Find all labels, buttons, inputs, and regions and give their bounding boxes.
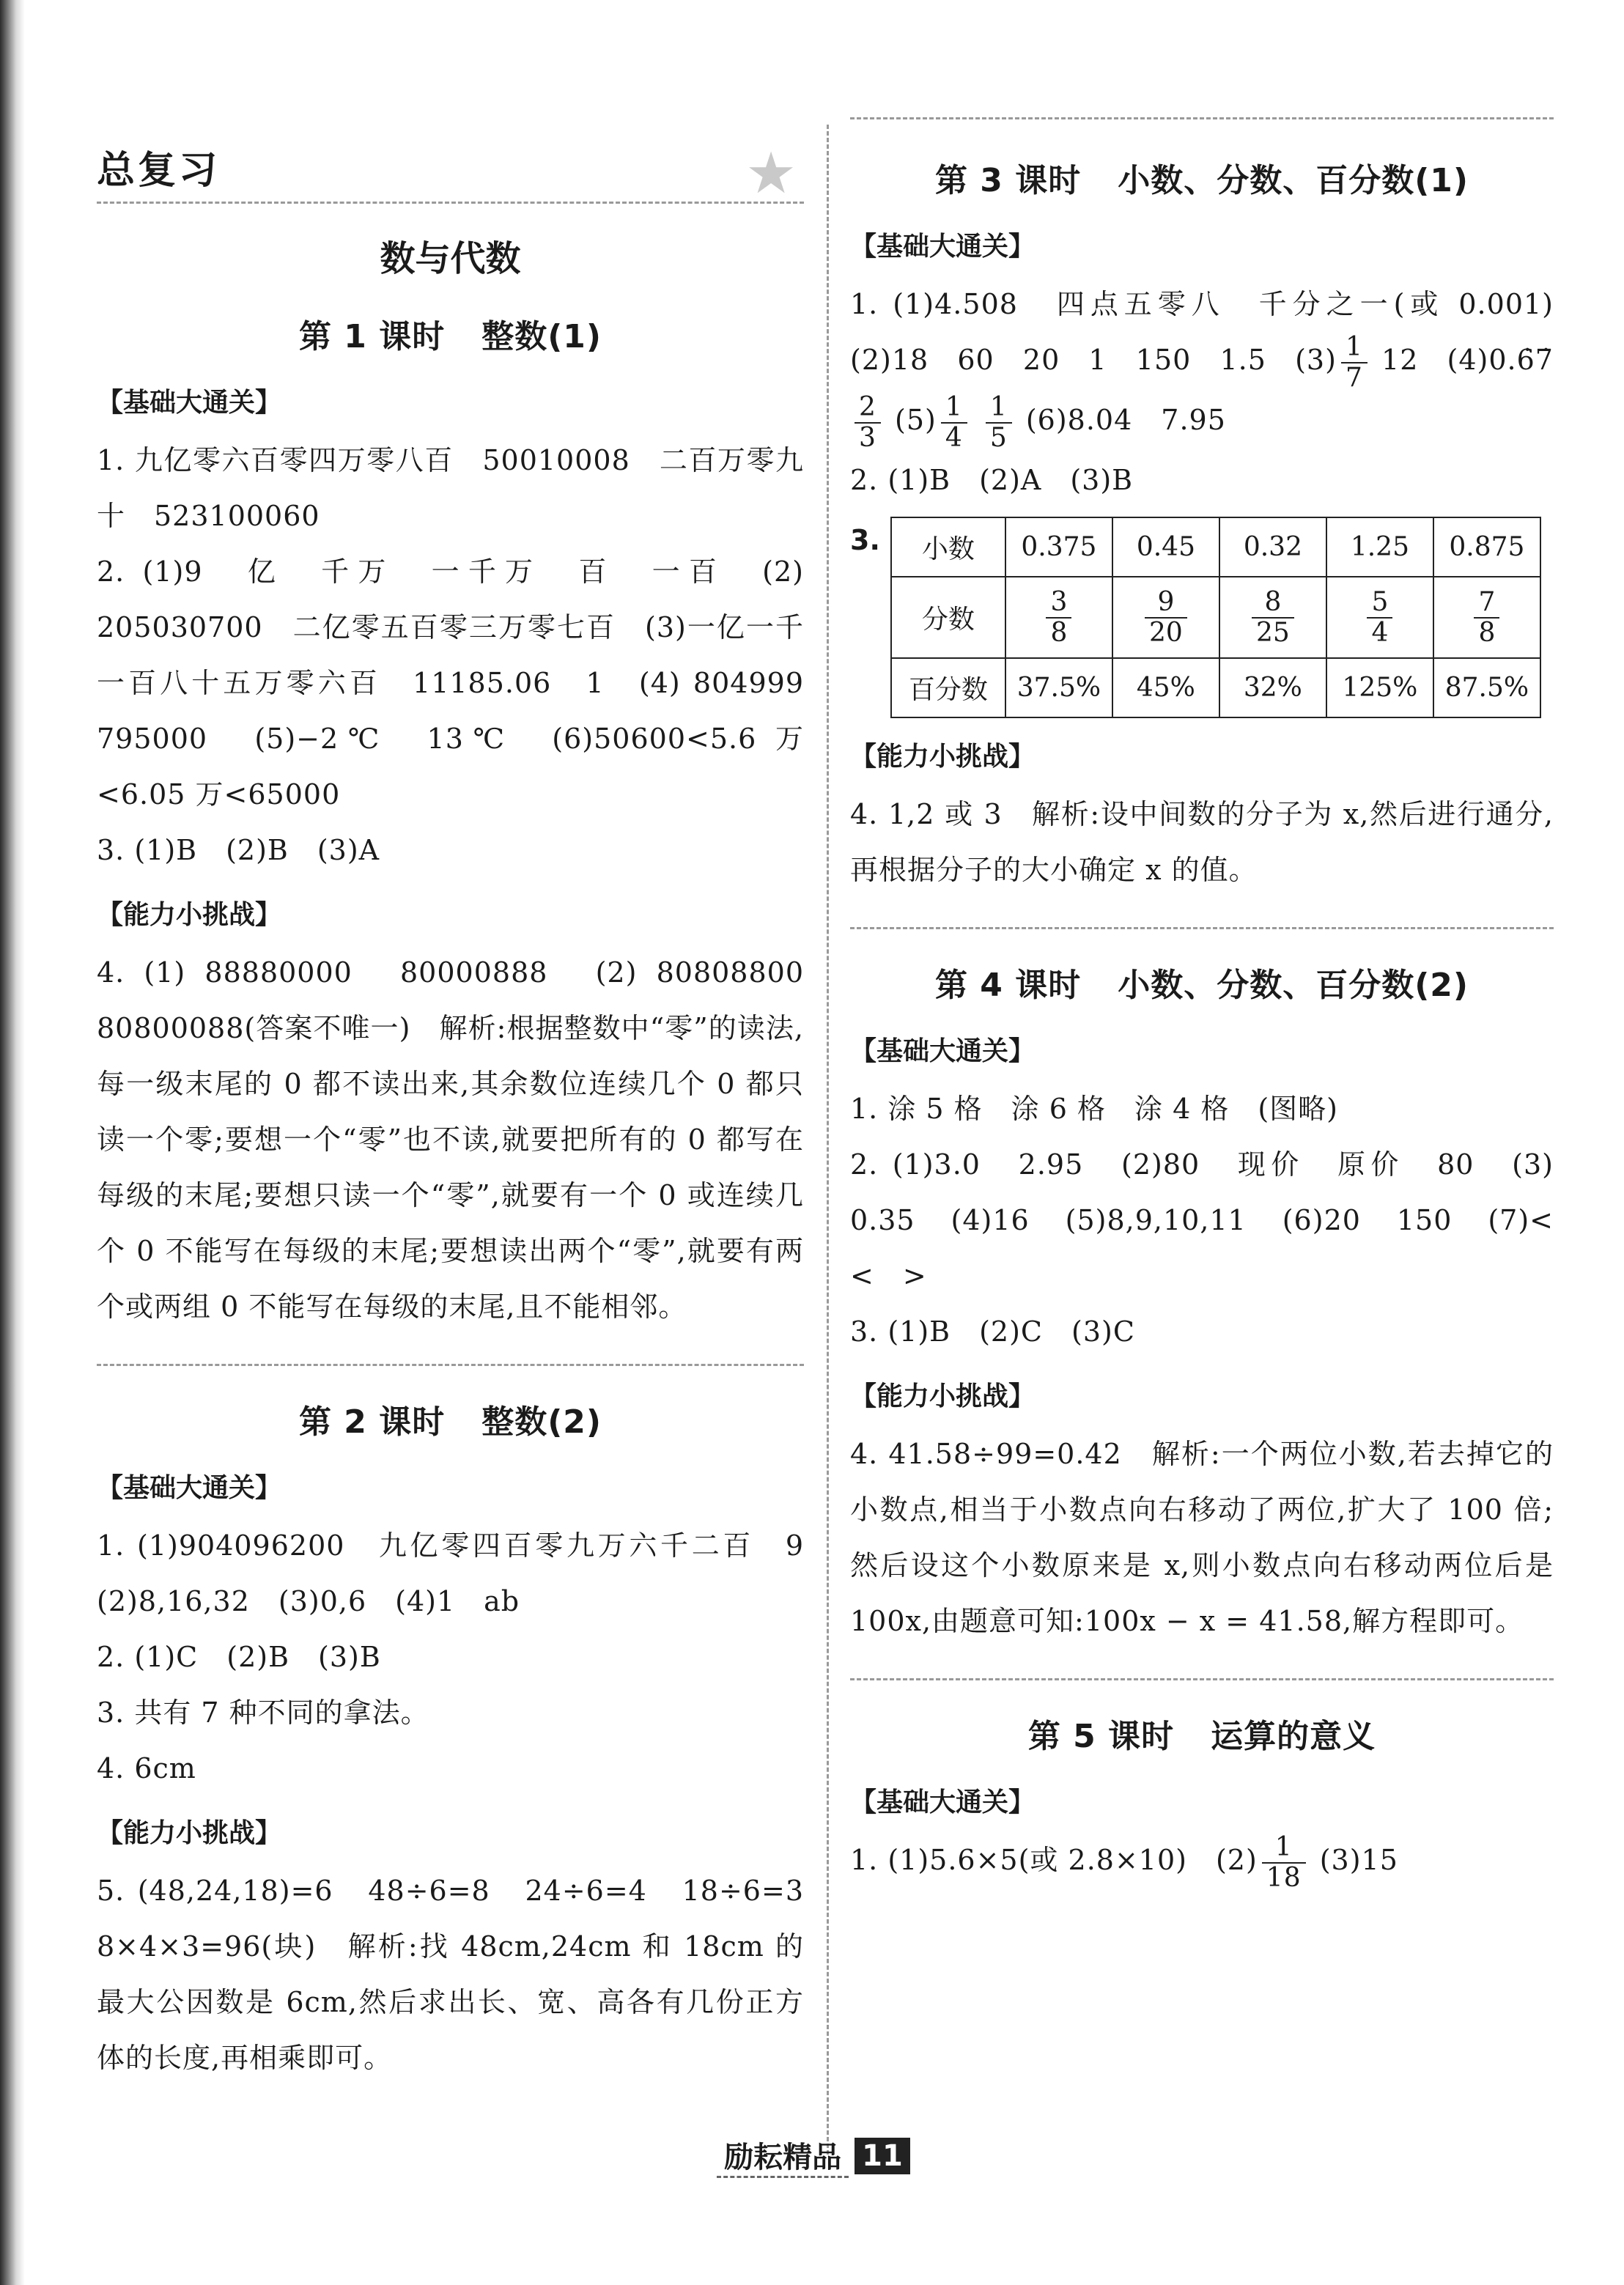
table-cell: 1.25 <box>1326 517 1433 577</box>
lesson-1-title <box>97 310 804 357</box>
table-cell <box>1005 577 1112 658</box>
row-label: 小数 <box>891 517 1005 577</box>
l3-q1-part-b: 12 (4)0.6̇7̇ <box>1381 344 1554 376</box>
fraction: $\frac{3}{8}$ <box>1046 588 1071 647</box>
row-label: 分数 <box>891 577 1005 658</box>
basic-tag: 【基础大通关】 <box>850 1787 1036 1818</box>
separator <box>97 1364 804 1366</box>
table-cell: 0.375 <box>1005 517 1112 577</box>
l5-q1-part-a: 1. (1)5.6×5(或 2.8×10) (2) <box>850 1844 1258 1877</box>
fraction: $\frac{5}{4}$ <box>1367 588 1392 647</box>
l5-q1-part-b: (3)15 <box>1319 1844 1398 1877</box>
column-divider <box>827 125 829 2155</box>
lesson-3-number: 第 3 课时 <box>934 162 1082 199</box>
page-number: 11 <box>855 2138 910 2174</box>
l5-q1 <box>850 1832 1554 1892</box>
lesson-2-topic: 整数(2) <box>481 1403 602 1441</box>
l1-q2: 2. (1)9 亿 千万 一千万 百 一百 (2) 205030700 二亿零五百零三万零七百 (3)一亿一千一百八十五万零六百 11185.06 1 (4) 804999 795000 (5)−2℃ 13℃ (6)50600<5.6 万<6.05 万<65000 <box>97 555 833 811</box>
l2-q2: 2. (1)C (2)B (3)B <box>97 1641 381 1673</box>
page-footer <box>704 2129 923 2183</box>
lesson-4-number: 第 4 课时 <box>934 967 1082 1005</box>
separator <box>850 1678 1554 1680</box>
left-column <box>97 117 833 2086</box>
lesson-1-number: 第 1 课时 <box>298 318 446 355</box>
table-cell: 37.5% <box>1005 658 1112 717</box>
fraction: $\frac{1}{18}$ <box>1262 1833 1306 1892</box>
l3-q4: 4. 1,2 或 3 解析:设中间数的分子为 x,然后进行通分,再根据分子的大小确定 x 的值。 <box>850 798 1554 887</box>
fraction: $\frac{7}{8}$ <box>1474 588 1499 647</box>
l4-q2: 2. (1)3.0 2.95 (2)80 现价 原价 80 (3) 0.35 (4)16 (5)8,9,10,11 (6)20 150 (7)< < > <box>850 1148 1583 1293</box>
basic-tag: 【基础大通关】 <box>97 1473 282 1503</box>
table-cell: 0.32 <box>1219 517 1326 577</box>
lesson-3-topic: 小数、分数、百分数(1) <box>1118 162 1469 199</box>
table-cell <box>1112 577 1219 658</box>
table-cell <box>1326 577 1433 658</box>
table-cell: 125% <box>1326 658 1433 717</box>
table-row <box>891 517 1540 577</box>
basic-tag: 【基础大通关】 <box>850 232 1036 262</box>
lesson-5-number: 第 5 课时 <box>1027 1718 1175 1756</box>
brand-name: 励耘精品 <box>717 2134 849 2178</box>
l3-q1-part-c: (5) <box>895 404 937 437</box>
challenge-tag: 【能力小挑战】 <box>97 1818 282 1848</box>
right-column <box>850 117 1583 1893</box>
conversion-table <box>890 517 1541 718</box>
fraction: $\frac{8}{25}$ <box>1252 588 1294 647</box>
table-cell: 32% <box>1219 658 1326 717</box>
lesson-5-topic: 运算的意义 <box>1211 1718 1376 1756</box>
lesson-2-number: 第 2 课时 <box>298 1403 446 1441</box>
fraction: $\frac{1}{4}$ <box>941 393 967 452</box>
table-row <box>891 658 1540 717</box>
table-row <box>891 577 1540 658</box>
l4-q3: 3. (1)B (2)C (3)C <box>850 1315 1135 1348</box>
table-cell: 87.5% <box>1433 658 1540 717</box>
l2-q3: 3. 共有 7 种不同的拿法。 <box>97 1697 429 1729</box>
lesson-2-title <box>97 1395 804 1442</box>
table-cell: 0.45 <box>1112 517 1219 577</box>
l4-q4: 4. 41.58÷99=0.42 解析:一个两位小数,若去掉它的小数点,相当于小数点向右移动了两位,扩大了 100 倍;然后设这个小数原来是 x,则小数点向右移动两位后是 100x,由题意可知:100x − x = 41.58,解方程即可。 <box>850 1438 1554 1638</box>
lesson-1-topic: 整数(1) <box>481 318 602 355</box>
fraction: $\frac{1}{7}$ <box>1341 333 1368 392</box>
scan-edge <box>0 0 25 2285</box>
l3-q1-part-d: (6)8.04 7.95 <box>1025 404 1226 437</box>
l1-q4: 4. (1) 88880000 80000888 (2) 80808800 80800088(答案不唯一) 解析:根据整数中“零”的读法,每一级末尾的 0 都不读出来,其余数位连续几个 0 都只读一个零;要想一个“零”也不读,就要把所有的 0 都写在每级的末尾;要想只读一个“零”,就要有一个 0 或连续几个 0 不能写在每级的末尾;要想读出两个“零”,就要有两个或两组 0 不能写在每级的末尾,且不能相邻。 <box>97 956 833 1323</box>
challenge-tag: 【能力小挑战】 <box>850 1381 1036 1412</box>
l1-q1: 1. 九亿零六百零四万零八百 50010008 二百万零九十 523100060 <box>97 444 804 532</box>
l2-q1: 1. (1)904096200 九亿零四百零九万六千二百 9 (2)8,16,32 (3)0,6 (4)1 ab <box>97 1529 833 1617</box>
table-cell <box>1433 577 1540 658</box>
table-cell <box>1219 577 1326 658</box>
challenge-tag: 【能力小挑战】 <box>97 900 282 930</box>
l2-q5: 5. (48,24,18)=6 48÷6=8 24÷6=4 18÷6=3 8×4×3=96(块) 解析:找 48cm,24cm 和 18cm 的最大公因数是 6cm,然后求出长、宽、高各有几份正方体的长度,再相乘即可。 <box>97 1875 833 2074</box>
challenge-tag: 【能力小挑战】 <box>850 742 1036 772</box>
lesson-5-title <box>850 1710 1554 1757</box>
q3-label: 3. <box>850 524 880 557</box>
l3-q1 <box>850 276 1583 453</box>
star-icon: ★ <box>745 141 797 207</box>
lesson-4-title <box>850 959 1554 1005</box>
fraction: $\frac{2}{3}$ <box>855 393 881 452</box>
l2-q4: 4. 6cm <box>97 1752 196 1784</box>
row-label: 百分数 <box>891 658 1005 717</box>
l1-q3: 3. (1)B (2)B (3)A <box>97 834 380 866</box>
review-title: 总复习 <box>97 149 221 193</box>
basic-tag: 【基础大通关】 <box>850 1036 1036 1067</box>
table-cell: 0.875 <box>1433 517 1540 577</box>
fraction: $\frac{9}{20}$ <box>1145 588 1187 647</box>
lesson-3-title <box>850 154 1554 201</box>
basic-tag: 【基础大通关】 <box>97 388 282 418</box>
l3-q2: 2. (1)B (2)A (3)B <box>850 464 1134 497</box>
l3-q3 <box>850 517 1554 718</box>
lesson-4-topic: 小数、分数、百分数(2) <box>1118 967 1469 1005</box>
section-title: 数与代数 <box>380 238 521 279</box>
table-cell: 45% <box>1112 658 1219 717</box>
l3-q1-part-a: 1. (1)4.508 四点五零八 千分之一(或 0.001) (2)18 60 20 1 150 1.5 (3) <box>850 288 1583 376</box>
separator <box>850 927 1554 929</box>
l4-q1: 1. 涂 5 格 涂 6 格 涂 4 格 (图略) <box>850 1093 1338 1126</box>
fraction: $\frac{1}{5}$ <box>986 393 1012 452</box>
